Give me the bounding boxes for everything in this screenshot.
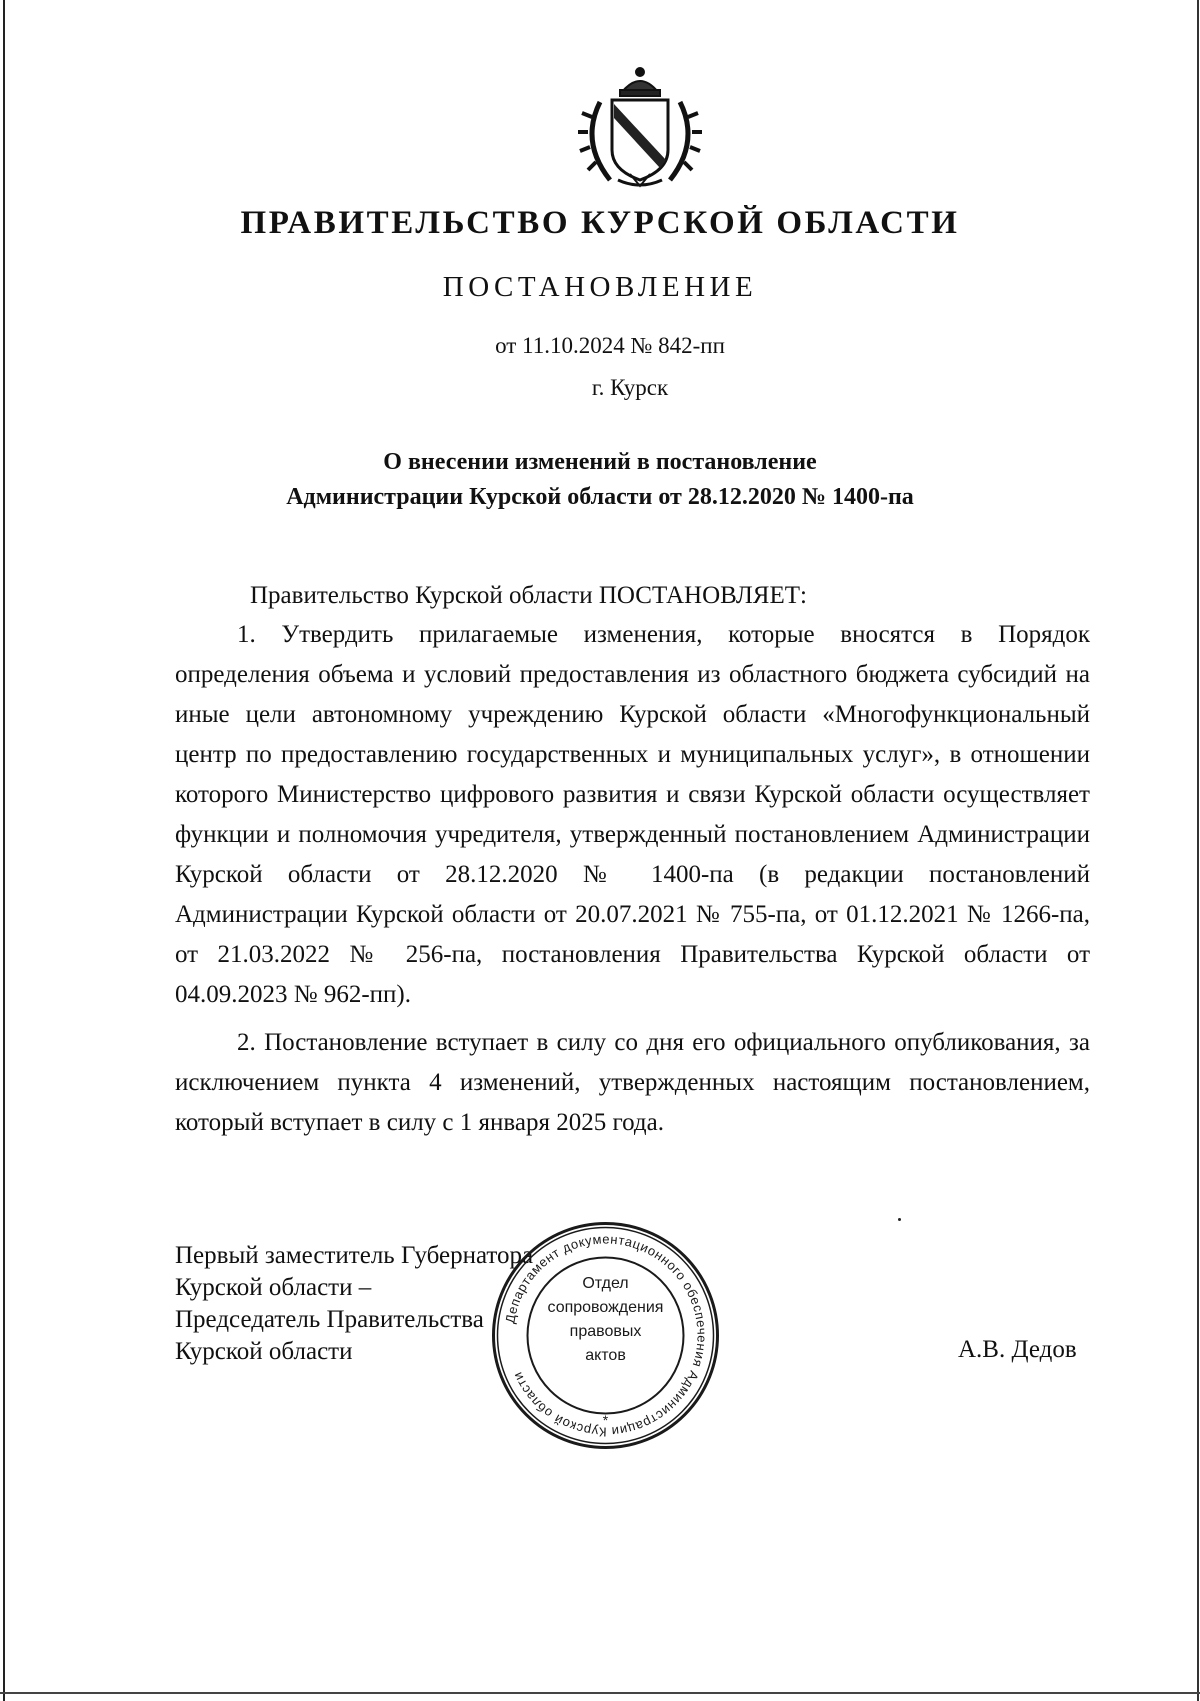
stamp-center-line-4: актов (585, 1347, 626, 1364)
scan-edge-left (3, 0, 5, 1701)
stamp-center-text (488, 1272, 723, 1368)
paragraph-1: 1. Утвердить прилагаемые изменения, которые вносятся в Порядок определения объема и условий предоставления из областного бюджета субсидий на иные цели автономному учреждению Курской области «Многофункциональный центр по предоставлению государственных и муниципальных услуг», в отношении которого Министерство цифрового развития и связи Курской области осуществляет функции и полномочия учредителя, утвержденный постановлением Администрации Курской области от 28.12.2020 № 1400-па (в редакции постановлений Администрации Курской области от 20.07.2021 № 755-па, от 01.12.2021 № 1266-па, от 21.03.2022 № 256-па, постановления Правительства Курской области от 04.09.2023 № 962-пп). (175, 621, 1090, 1008)
svg-text:*: * (602, 1412, 609, 1428)
paragraph-2: 2. Постановление вступает в силу со дня его официального опубликования, за исключением пункта 4 изменений, утвержденных настоящим постановлением, который вступает в силу с 1 января 2025 года. (175, 1029, 1090, 1136)
signatory-position-line-3: Председатель Правительства (175, 1306, 484, 1333)
scan-edge-right (1197, 0, 1199, 1701)
signatory-position-line-4: Курской области (175, 1338, 353, 1365)
document-date-number: от 11.10.2024 № 842-пп (495, 333, 725, 358)
stamp-center-line-1: Отдел (582, 1275, 629, 1292)
signatory-name: А.В. Дедов (958, 1336, 1077, 1363)
document-title-line-2: Администрации Курской области от 28.12.2020 № 1400-па (286, 484, 914, 510)
stamp-ring-text: Департамент документационного обеспечения Администрации Курской области (502, 1231, 710, 1440)
ink-dot (898, 1218, 901, 1221)
stamp-center-line-3: правовых (569, 1323, 642, 1340)
stamp-center-line-2: сопровождения (547, 1299, 664, 1316)
document-city: г. Курск (591, 375, 669, 400)
signatory-position (175, 1240, 533, 1368)
organization-name: ПРАВИТЕЛЬСТВО КУРСКОЙ ОБЛАСТИ (240, 205, 960, 241)
document-title-line-1: О внесении изменений в постановление (383, 449, 817, 475)
scan-edge-bottom (0, 1692, 1200, 1694)
resolution-intro: Правительство Курской области ПОСТАНОВЛЯЕТ: (250, 582, 807, 609)
coat-of-arms-emblem (570, 62, 710, 192)
signatory-position-line-2: Курской области – (175, 1274, 372, 1301)
document-type: ПОСТАНОВЛЕНИЕ (442, 271, 758, 303)
signatory-position-line-1: Первый заместитель Губернатора (175, 1242, 534, 1269)
